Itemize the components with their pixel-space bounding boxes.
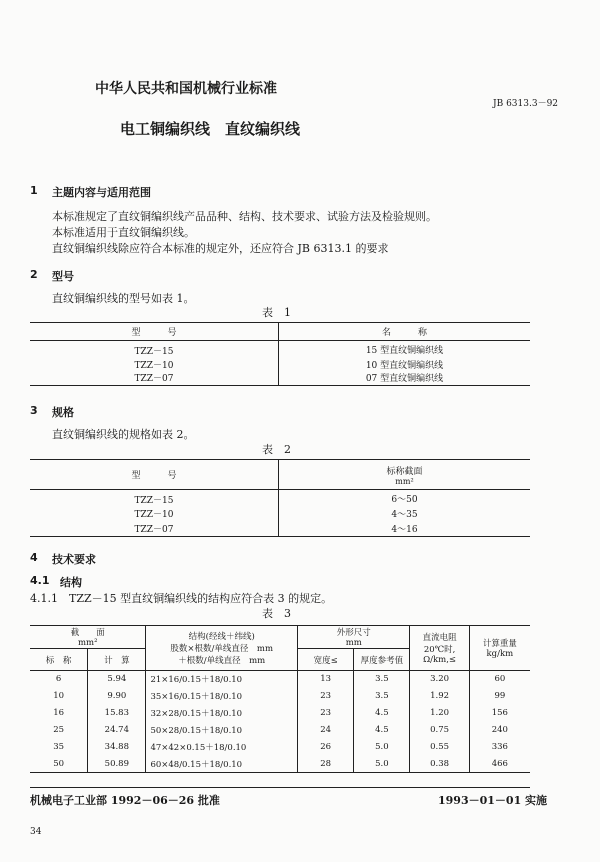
table-row xyxy=(30,490,530,507)
table-1-caption: 表 1 xyxy=(262,306,291,319)
header-nominal: 标 称 xyxy=(30,649,88,671)
cell: 34.88 xyxy=(88,739,146,756)
header-width: 宽度≤ xyxy=(298,649,354,671)
header-section: 截 面 xyxy=(70,628,105,638)
document-title: 电工铜编织线 直纹编织线 xyxy=(120,120,301,138)
cell: 50×28/0.15＋18/0.10 xyxy=(146,722,298,739)
cell: 24 xyxy=(298,722,354,739)
cell: 6 xyxy=(30,671,88,688)
table-row xyxy=(30,341,530,358)
cell: 25 xyxy=(30,722,88,739)
section-2-number: 2 xyxy=(30,268,38,281)
section-2-para: 直纹铜编织线的型号如表 1。 xyxy=(52,292,195,305)
table-row xyxy=(30,705,530,722)
section-1-number: 1 xyxy=(30,184,38,197)
cell: 26 xyxy=(298,739,354,756)
section-4-1-number: 4.1 xyxy=(30,574,50,587)
cell: 3.5 xyxy=(354,671,410,688)
cell: 0.38 xyxy=(410,756,469,773)
table-header: 型 号 xyxy=(30,323,279,341)
cell: 5.0 xyxy=(354,756,410,773)
cell: 13 xyxy=(298,671,354,688)
cell: 4～35 xyxy=(391,510,418,520)
cell: 07 型直纹铜编织线 xyxy=(365,374,444,385)
cell: TZZ－15 xyxy=(30,341,279,358)
section-3-number: 3 xyxy=(30,404,38,417)
cell: 21×16/0.15＋18/0.10 xyxy=(146,671,298,688)
cell: 23 xyxy=(298,688,354,705)
cell: 60 xyxy=(494,674,506,685)
cell: 15 型直纹铜编织线 xyxy=(365,345,444,356)
cell: 23 xyxy=(298,705,354,722)
cell: 0.75 xyxy=(410,722,469,739)
cell: 35×16/0.15＋18/0.10 xyxy=(146,688,298,705)
cell: 336 xyxy=(491,742,508,752)
table-header: 型 号 xyxy=(30,460,279,490)
section-4-1-title: 结构 xyxy=(60,576,82,589)
cell: TZZ－15 xyxy=(30,490,279,507)
cell: 466 xyxy=(491,758,508,769)
cell: 5.0 xyxy=(354,739,410,756)
cell: 1.20 xyxy=(410,705,469,722)
cell: 50.89 xyxy=(88,756,146,773)
section-3-para: 直纹铜编织线的规格如表 2。 xyxy=(52,428,195,441)
header-weight: kg/km xyxy=(486,649,514,659)
approval-date: 机械电子工业部 1992－06－26 批准 xyxy=(30,794,220,807)
header-calculated: 计 算 xyxy=(88,649,146,671)
cell: 10 型直纹铜编织线 xyxy=(365,360,444,371)
table-row xyxy=(30,688,530,705)
cell: TZZ－07 xyxy=(30,371,279,385)
cell: 10 xyxy=(30,688,88,705)
section-1-para: 本标准适用于直纹铜编织线。 xyxy=(52,226,195,239)
cell: 9.90 xyxy=(88,688,146,705)
header-section-unit: mm² xyxy=(77,638,98,648)
section-4-1-1-para: 4.1.1 TZZ－15 型直纹铜编织线的结构应符合表 3 的规定。 xyxy=(30,592,333,605)
org-title: 中华人民共和国机械行业标准 xyxy=(95,81,277,97)
cell: 4.5 xyxy=(354,722,410,739)
cell: TZZ－10 xyxy=(30,506,279,521)
table-row xyxy=(30,521,530,536)
cell: 4～16 xyxy=(391,524,418,535)
section-1-para: 本标准规定了直纹铜编织线产品品种、结构、技术要求、试验方法及检验规则。 xyxy=(52,210,437,223)
section-2-title: 型号 xyxy=(52,270,74,283)
cell: 47×42×0.15＋18/0.10 xyxy=(146,739,298,756)
cell: 1.92 xyxy=(410,688,469,705)
cell: 4.5 xyxy=(354,705,410,722)
standard-code: JB 6313.3－92 xyxy=(493,99,559,109)
section-3-title: 规格 xyxy=(52,406,74,419)
header-thickness: 厚度参考值 xyxy=(354,649,410,671)
cell: 32×28/0.15＋18/0.10 xyxy=(146,705,298,722)
effective-date: 1993－01－01 实施 xyxy=(438,794,548,807)
table-row xyxy=(30,357,530,371)
table-header: 名 称 xyxy=(381,328,427,338)
cell: 99 xyxy=(494,691,506,701)
table-header: 标称截面 xyxy=(386,466,423,477)
section-1-para: 直纹铜编织线除应符合本标准的规定外，还应符合 JB 6313.1 的要求 xyxy=(52,242,389,255)
header-resistance: 20℃时, xyxy=(423,645,456,655)
table-2 xyxy=(30,459,530,537)
table-header-unit: mm² xyxy=(395,476,414,486)
cell: 3.20 xyxy=(410,671,469,688)
header-resistance: Ω/km,≤ xyxy=(423,655,457,665)
table-row xyxy=(30,371,530,385)
table-row xyxy=(30,506,530,521)
cell: 60×48/0.15＋18/0.10 xyxy=(146,756,298,773)
header-structure: 股数×根数/单线直径 mm xyxy=(170,644,274,654)
table-1 xyxy=(30,322,530,386)
table-row xyxy=(30,739,530,756)
cell: 35 xyxy=(30,739,88,756)
page-number: 34 xyxy=(30,827,42,837)
cell: TZZ－10 xyxy=(30,357,279,371)
table-row xyxy=(30,671,530,688)
table-3-caption: 表 3 xyxy=(262,607,291,620)
header-weight: 计算重量 xyxy=(482,639,517,649)
header-structure: ＋根数/单线直径 mm xyxy=(178,656,266,666)
header-structure: 结构(经线＋纬线) xyxy=(188,632,255,642)
table-row xyxy=(30,722,530,739)
header-dimensions-unit: mm xyxy=(345,638,362,648)
table-3 xyxy=(30,625,530,773)
cell: 6～50 xyxy=(391,494,418,505)
table-2-caption: 表 2 xyxy=(262,443,291,456)
cell: 5.94 xyxy=(88,671,146,688)
cell: 15.83 xyxy=(88,705,146,722)
section-1-title: 主题内容与适用范围 xyxy=(52,186,151,199)
cell: 156 xyxy=(491,708,508,718)
cell: 0.55 xyxy=(410,739,469,756)
header-dimensions: 外形尺寸 xyxy=(336,628,371,638)
section-4-title: 技术要求 xyxy=(52,553,96,566)
section-4-number: 4 xyxy=(30,551,38,564)
cell: TZZ－07 xyxy=(30,521,279,536)
cell: 240 xyxy=(491,725,508,735)
table-row xyxy=(30,756,530,773)
cell: 28 xyxy=(298,756,354,773)
cell: 16 xyxy=(30,705,88,722)
header-resistance: 直流电阻 xyxy=(422,633,457,643)
cell: 50 xyxy=(30,756,88,773)
cell: 3.5 xyxy=(354,688,410,705)
cell: 24.74 xyxy=(88,722,146,739)
